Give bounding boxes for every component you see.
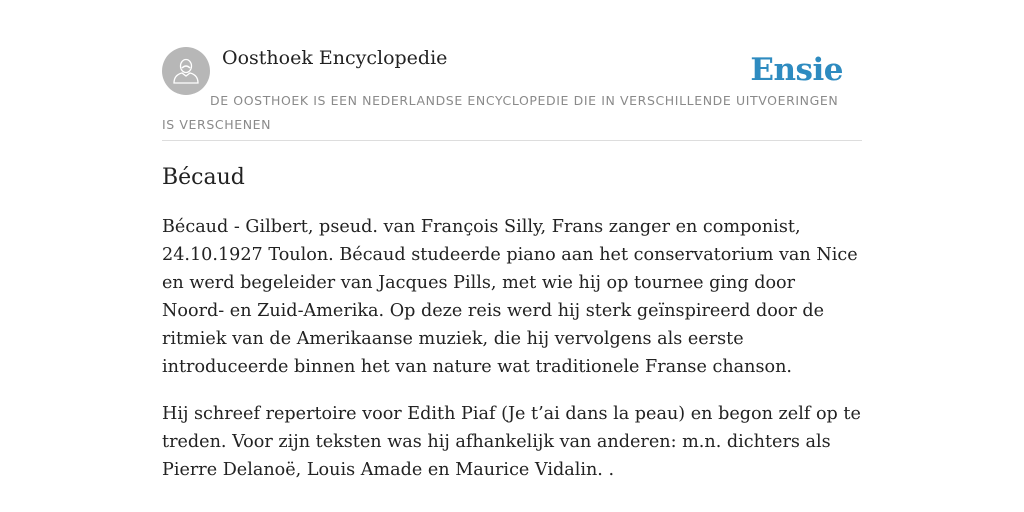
article-paragraph: Hij schreef repertoire voor Edith Piaf (Je t’ai dans la peau) en begon zelf op te treden. Voor zijn teksten was hij afhankelijk van anderen: m.n. dichters als Pierre Delanoë, Louis Amade en Maurice Vidalin. .: [162, 404, 861, 480]
article-paragraph: Bécaud - Gilbert, pseud. van François Silly, Frans zanger en componist, 24.10.1927 Toulon. Bécaud studeerde piano aan het conservatorium van Nice en werd begeleider van Jacques Pills, met wie hij op tournee ging door Noord- en Zuid-Amerika. Op deze reis werd hij sterk geïnspireerd door de ritmiek van de Amerikaanse muziek, die hij vervolgens als eerste introduceerde binnen het van nature wat traditionele Franse chanson.: [162, 217, 858, 377]
page-header: [162, 46, 862, 141]
article: [162, 160, 862, 484]
page-title: Bécaud: [162, 165, 245, 190]
encyclopedia-description: DE OOSTHOEK IS EEN NEDERLANDSE ENCYCLOPEDIE DIE IN VERSCHILLENDE UITVOERINGEN IS VERSCHENEN: [162, 93, 839, 132]
avatar[interactable]: [162, 47, 210, 95]
brand-logo[interactable]: Ensie: [750, 52, 843, 88]
user-icon: [162, 47, 210, 95]
encyclopedia-name[interactable]: Oosthoek Encyclopedie: [222, 47, 448, 69]
